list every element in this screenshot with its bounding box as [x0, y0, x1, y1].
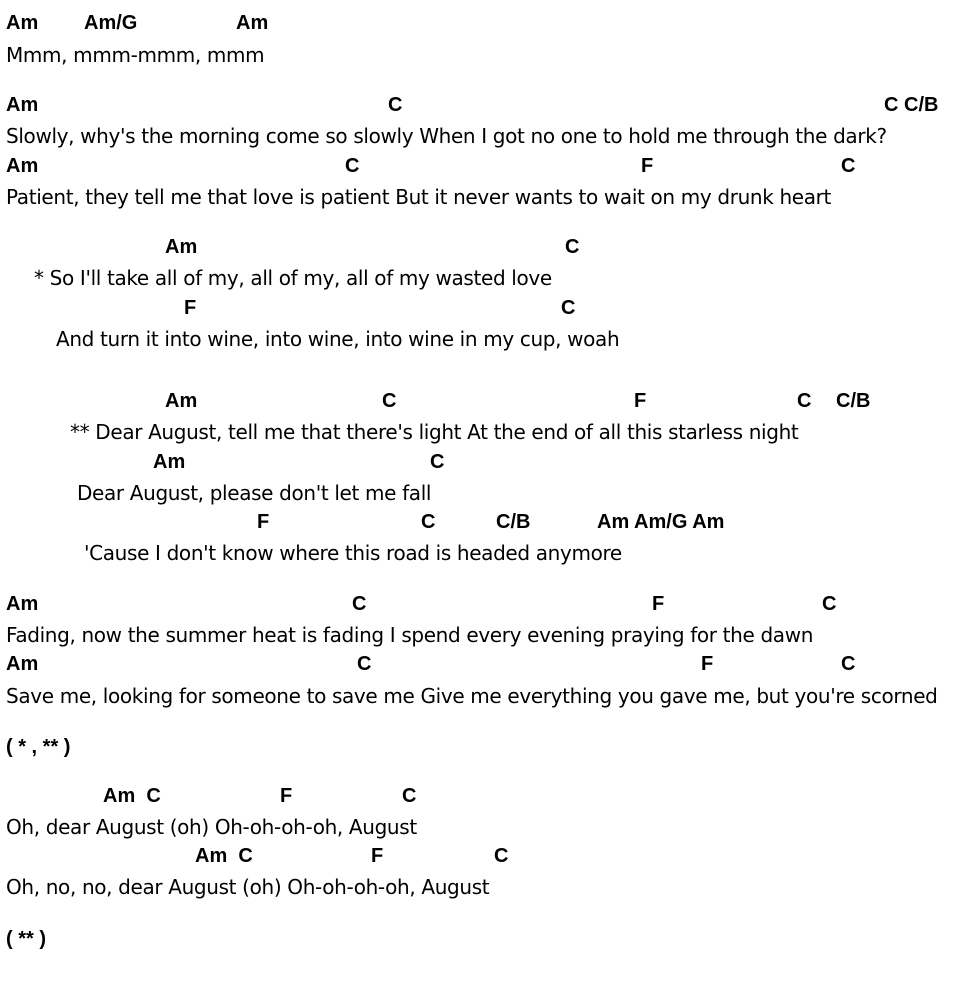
chord: Am	[153, 451, 186, 473]
chord: C	[430, 451, 445, 473]
repeat-marker: ( ** )	[6, 928, 46, 950]
lyric-line: Oh, no, no, dear August (oh) Oh-oh-oh-oh, August	[6, 875, 490, 899]
chord: C	[382, 390, 397, 412]
chord: C	[402, 785, 417, 807]
chord: C	[561, 297, 576, 319]
chord: Am	[6, 653, 39, 675]
chord: F	[184, 297, 197, 319]
chord: C	[388, 94, 403, 116]
chord: C	[352, 593, 367, 615]
chord: C	[357, 653, 372, 675]
chord: C/B	[836, 390, 871, 412]
lyric-line: Mmm, mmm-mmm, mmm	[6, 43, 265, 67]
chord: Am C	[103, 785, 161, 807]
chord: F	[701, 653, 714, 675]
chord: C	[494, 845, 509, 867]
chord: C	[797, 390, 812, 412]
chord: Am	[6, 12, 39, 34]
lyric-line: ** Dear August, tell me that there's light At the end of all this starless night	[70, 420, 799, 444]
lyric-line: And turn it into wine, into wine, into wine in my cup, woah	[56, 327, 620, 351]
chord: Am/G	[84, 12, 138, 34]
chord: Am Am/G Am	[597, 511, 725, 533]
lyric-line: Oh, dear August (oh) Oh-oh-oh-oh, August	[6, 815, 417, 839]
chord: Am	[6, 94, 39, 116]
chord: Am	[165, 390, 198, 412]
chord: Am	[6, 593, 39, 615]
lyric-line: Slowly, why's the morning come so slowly When I got no one to hold me through the dark?	[6, 124, 887, 148]
chord: Am C	[195, 845, 253, 867]
chord: C	[822, 593, 837, 615]
chord: C	[421, 511, 436, 533]
chord: C	[565, 236, 580, 258]
lyric-line: Dear August, please don't let me fall	[77, 481, 432, 505]
chord: C	[841, 653, 856, 675]
chord: F	[257, 511, 270, 533]
chord: C C/B	[884, 94, 939, 116]
chord: Am	[165, 236, 198, 258]
lyric-line: 'Cause I don't know where this road is headed anymore	[84, 541, 622, 565]
lyric-line: Save me, looking for someone to save me Give me everything you gave me, but you're scorned	[6, 684, 938, 708]
chord: C/B	[496, 511, 531, 533]
lyric-line: Fading, now the summer heat is fading I spend every evening praying for the dawn	[6, 623, 814, 647]
chord: F	[634, 390, 647, 412]
chord: F	[371, 845, 384, 867]
lyric-line: * So I'll take all of my, all of my, all of my wasted love	[34, 266, 552, 290]
lyric-line: Patient, they tell me that love is patient But it never wants to wait on my drunk heart	[6, 185, 832, 209]
chord: Am	[6, 155, 39, 177]
chord: F	[280, 785, 293, 807]
chord: F	[652, 593, 665, 615]
chord: C	[841, 155, 856, 177]
repeat-marker: ( * , ** )	[6, 736, 71, 758]
chord: C	[345, 155, 360, 177]
chord: Am	[236, 12, 269, 34]
chord: F	[641, 155, 654, 177]
